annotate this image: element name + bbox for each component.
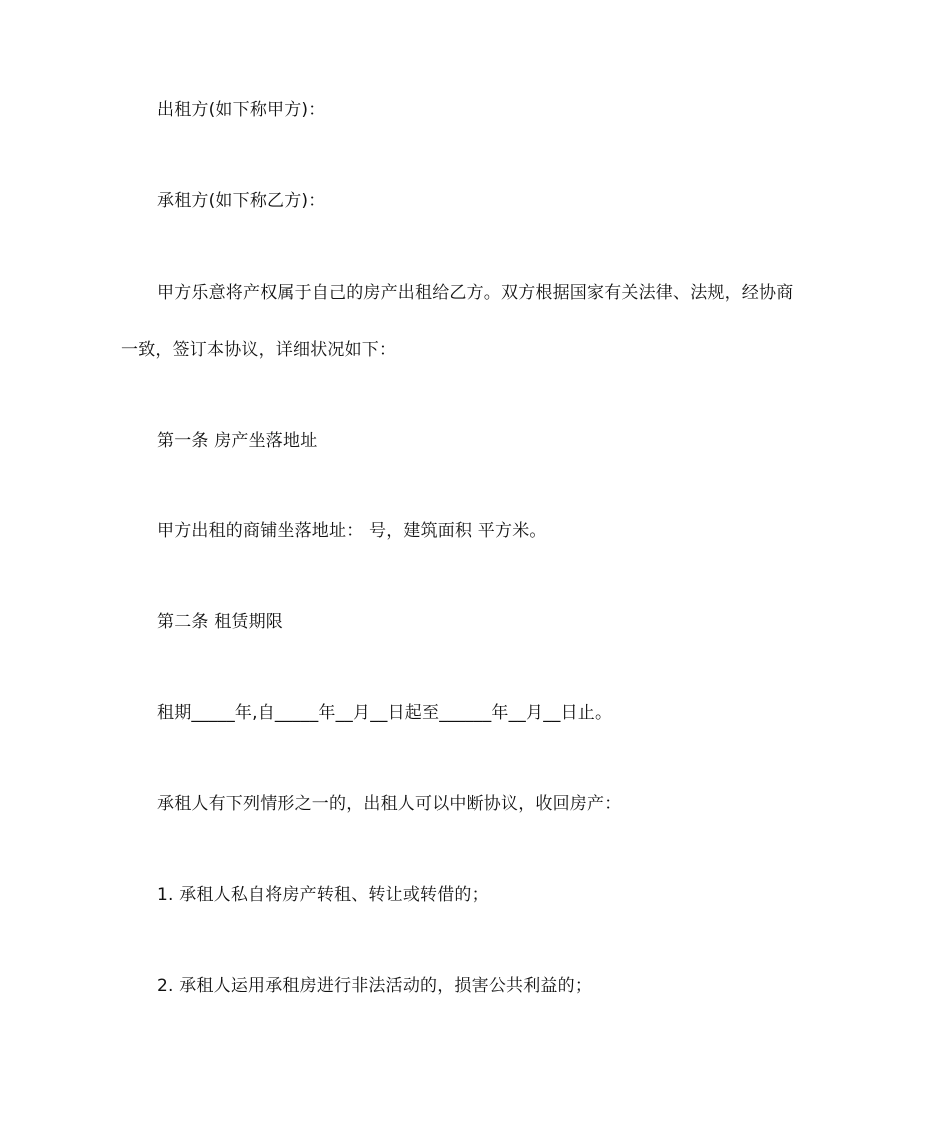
preamble-line-1: 甲方乐意将产权属于自己的房产出租给乙方。双方根据国家有关法律、法规，经协商 — [157, 283, 794, 303]
article-2-heading: 第二条 租赁期限 — [157, 612, 284, 632]
condition-1-line: 1. 承租人私自将房产转租、转让或转借的； — [157, 885, 489, 905]
preamble-line-2: 一致，签订本协议，详细状况如下： — [121, 340, 397, 360]
lessor-line: 出租方(如下称甲方)： — [157, 100, 326, 120]
article-1-heading: 第一条 房产坐落地址 — [157, 431, 318, 451]
lessee-line: 承租方(如下称乙方)： — [157, 191, 326, 211]
lease-term-line: 租期_____年,自_____年__月__日起至______年__月__日止。 — [157, 703, 613, 723]
termination-conditions-line: 承租人有下列情形之一的，出租人可以中断协议，收回房产： — [157, 794, 622, 814]
property-address-line: 甲方出租的商铺坐落地址： 号，建筑面积 平方米。 — [157, 521, 547, 541]
condition-2-line: 2. 承租人运用承租房进行非法活动的，损害公共利益的； — [157, 976, 593, 996]
